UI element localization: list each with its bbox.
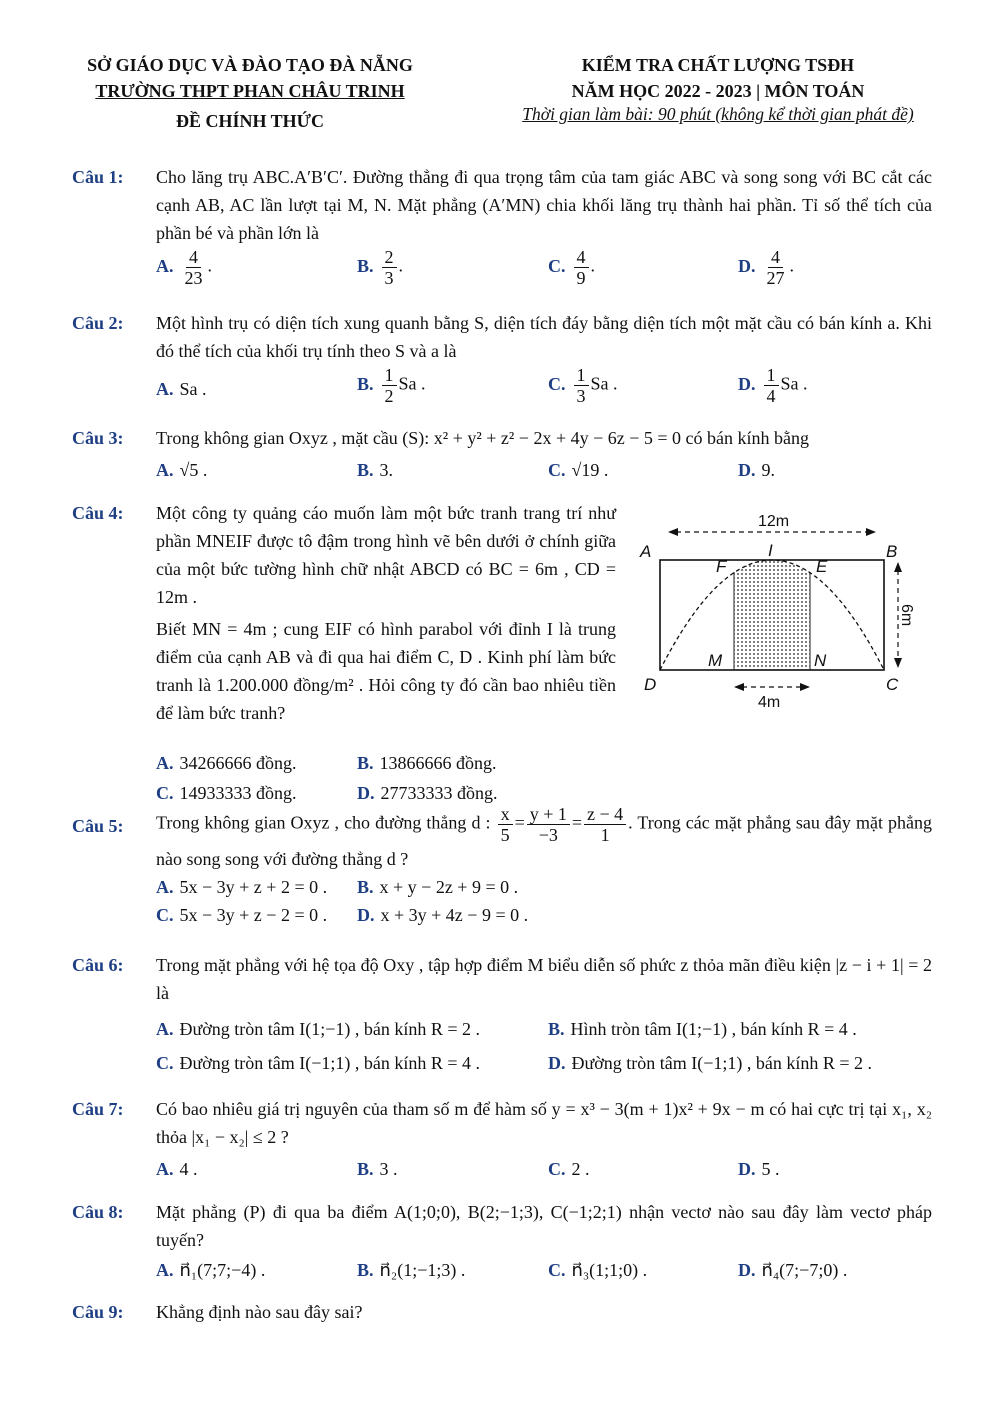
option-d[interactable]: D. $\frac{1}{4}$ Sa . bbox=[738, 365, 808, 406]
option-b[interactable]: B. $\frac{2}{3}$ . bbox=[357, 247, 404, 288]
official-label: ĐỀ CHÍNH THỨC bbox=[175, 111, 325, 131]
option-b[interactable]: B. 3 . bbox=[357, 1159, 398, 1179]
label-e: E bbox=[816, 557, 828, 576]
label-c: C bbox=[886, 675, 899, 694]
answer-options bbox=[156, 1015, 932, 1049]
option-a[interactable]: A. 5x − 3y + z + 2 = 0 . bbox=[156, 877, 328, 897]
option-d[interactable]: D. Đường tròn tâm I(−1;1) , bán kính R = 2 . bbox=[548, 1053, 873, 1073]
question-7 bbox=[72, 1095, 932, 1185]
option-b[interactable]: B. x + y − 2z + 9 = 0 . bbox=[357, 877, 519, 897]
answer-options-2 bbox=[156, 1049, 932, 1079]
label-b: B bbox=[886, 542, 898, 561]
option-b[interactable]: B. Hình tròn tâm I(1;−1) , bán kính R = 4 . bbox=[548, 1019, 857, 1039]
question-number: Câu 3: bbox=[72, 428, 124, 448]
answer-options bbox=[156, 1155, 932, 1185]
option-a[interactable]: A. 34266666 đồng. bbox=[156, 753, 297, 773]
exam-title: KIỂM TRA CHẤT LƯỢNG TSĐH bbox=[581, 55, 855, 75]
question-text: Trong không gian Oxyz , cho đường thẳng d : $\frac{x}{5}$ = $\frac{y + 1}{-3}$ = $\frac{z - 4}{1}$ . Trong các mặt phẳng sau đây mặt phẳng nào song song với đường thẳng d ? bbox=[156, 804, 932, 869]
option-b[interactable]: B. $\frac{1}{2}$ Sa . bbox=[357, 365, 426, 406]
option-d[interactable]: D. x + 3y + 4z − 9 = 0 . bbox=[357, 905, 529, 925]
label-n: N bbox=[814, 651, 827, 670]
label-12m: 12m bbox=[758, 513, 790, 530]
answer-options bbox=[156, 749, 932, 779]
label-a: A bbox=[640, 542, 652, 561]
option-c[interactable]: C. √19 . bbox=[548, 460, 609, 480]
label-d: D bbox=[644, 675, 657, 694]
question-number: Câu 9: bbox=[72, 1302, 124, 1322]
option-a[interactable]: A. √5 . bbox=[156, 460, 208, 480]
question-1 bbox=[72, 163, 932, 289]
question-number: Câu 4: bbox=[72, 503, 124, 523]
question-number: Câu 8: bbox=[72, 1202, 124, 1222]
option-b[interactable]: B. n⃗₂(1;−1;3) . bbox=[357, 1260, 466, 1280]
question-text: Một hình trụ có diện tích xung quanh bằng S, diện tích đáy bằng diện tích một mặt cầu có bán kính a. Khi đó thể tích của khối trụ tính theo S và a là bbox=[156, 313, 932, 361]
option-a[interactable]: A. 4 . bbox=[156, 1159, 198, 1179]
answer-options bbox=[156, 247, 932, 289]
answer-options bbox=[156, 873, 932, 901]
question-text: Trong mặt phẳng với hệ tọa độ Oxy , tập hợp điểm M biểu diễn số phức z thỏa mãn điều kiện |z − i + 1| = 2 là bbox=[156, 955, 932, 1003]
option-d[interactable]: D. $\frac{4}{27}$ . bbox=[738, 247, 794, 288]
department-name: SỞ GIÁO DỤC VÀ ĐÀO TẠO ĐÀ NẴNG bbox=[87, 55, 413, 75]
question-9 bbox=[72, 1298, 932, 1326]
option-c[interactable]: C. 5x − 3y + z − 2 = 0 . bbox=[156, 905, 328, 925]
option-c[interactable]: C. Đường tròn tâm I(−1;1) , bán kính R = 4 . bbox=[156, 1053, 481, 1073]
question-text: Một công ty quảng cáo muốn làm một bức tranh trang trí như phần MNEIF được tô đậm trong hình vẽ bên dưới ở chính giữa của một bức tường hình chữ nhật ABCD có BC = 6m , CD = 12m . bbox=[156, 503, 616, 607]
question-number: Câu 7: bbox=[72, 1099, 124, 1119]
question-text: Cho lăng trụ ABC.A′B′C′. Đường thẳng đi qua trọng tâm của tam giác ABC và song song với BC cắt các cạnh AB, AC lần lượt tại M, N. Mặt phẳng (A′MN) chia khối lăng trụ thành hai phần. Tỉ số thể tích của phần bé và phần lớn là bbox=[156, 167, 932, 243]
option-c[interactable]: C. n⃗₃(1;1;0) . bbox=[548, 1260, 648, 1280]
option-a[interactable]: A. Đường tròn tâm I(1;−1) , bán kính R = 2 . bbox=[156, 1019, 481, 1039]
label-m: M bbox=[708, 651, 723, 670]
option-b[interactable]: B. 13866666 đồng. bbox=[357, 753, 497, 773]
question-number: Câu 2: bbox=[72, 313, 124, 333]
option-b[interactable]: B. 3. bbox=[357, 460, 394, 480]
option-c[interactable]: C. $\frac{1}{3}$ Sa . bbox=[548, 365, 618, 406]
school-name: TRƯỜNG THPT PHAN CHÂU TRINH bbox=[95, 81, 405, 101]
school-header bbox=[40, 52, 460, 134]
exam-header bbox=[478, 52, 958, 124]
question-number: Câu 6: bbox=[72, 955, 124, 975]
option-d[interactable]: D. 5 . bbox=[738, 1159, 780, 1179]
label-6m: 6m bbox=[898, 604, 915, 627]
option-a[interactable]: A. $\frac{4}{23}$ . bbox=[156, 247, 212, 288]
question-8 bbox=[72, 1198, 932, 1286]
label-f: F bbox=[716, 557, 727, 576]
question-5 bbox=[72, 804, 932, 931]
exam-year-subject: NĂM HỌC 2022 - 2023 | MÔN TOÁN bbox=[571, 81, 865, 101]
wall-figure bbox=[636, 508, 916, 713]
option-a[interactable]: A. Sa . bbox=[156, 379, 207, 399]
answer-options bbox=[156, 1256, 932, 1286]
question-number: Câu 1: bbox=[72, 167, 124, 187]
option-c[interactable]: C. $\frac{4}{9}$ . bbox=[548, 247, 595, 288]
question-3 bbox=[72, 424, 932, 486]
question-text-2: Biết MN = 4m ; cung EIF có hình parabol với đỉnh I là trung điểm của cạnh AB và đi qua hai điểm C, D . Kinh phí làm bức tranh là 1.200.000 đồng/m² . Hỏi công ty đó cần bao nhiêu tiền để làm bức tranh? bbox=[156, 619, 616, 723]
question-6 bbox=[72, 951, 932, 1079]
answer-options bbox=[156, 456, 932, 486]
option-c[interactable]: C. 14933333 đồng. bbox=[156, 783, 297, 803]
question-2 bbox=[72, 309, 932, 407]
option-c[interactable]: C. 2 . bbox=[548, 1159, 590, 1179]
exam-duration: Thời gian làm bài: 90 phút (không kể thời gian phát đề) bbox=[522, 104, 914, 124]
option-d[interactable]: D. 27733333 đồng. bbox=[357, 783, 498, 803]
question-text: Có bao nhiêu giá trị nguyên của tham số m để hàm số y = x³ − 3(m + 1)x² + 9x − m có hai cực trị tại x₁, x₂ thỏa |x₁ − x₂| ≤ 2 ? bbox=[156, 1099, 932, 1147]
answer-options-2 bbox=[156, 901, 932, 931]
option-a[interactable]: A. n⃗₁(7;7;−4) . bbox=[156, 1260, 266, 1280]
option-d[interactable]: D. 9. bbox=[738, 460, 775, 480]
label-i: I bbox=[768, 541, 773, 560]
question-text: Khẳng định nào sau đây sai? bbox=[156, 1302, 363, 1322]
label-4m: 4m bbox=[758, 694, 781, 711]
question-number: Câu 5: bbox=[72, 816, 124, 836]
option-d[interactable]: D. n⃗₄(7;−7;0) . bbox=[738, 1260, 848, 1280]
question-text: Mặt phẳng (P) đi qua ba điểm A(1;0;0), B(2;−1;3), C(−1;2;1) nhận vectơ nào sau đây làm vectơ pháp tuyến? bbox=[156, 1202, 932, 1250]
question-text: Trong không gian Oxyz , mặt cầu (S): x² + y² + z² − 2x + 4y − 6z − 5 = 0 có bán kính bằng bbox=[156, 428, 810, 448]
answer-options bbox=[156, 365, 932, 407]
